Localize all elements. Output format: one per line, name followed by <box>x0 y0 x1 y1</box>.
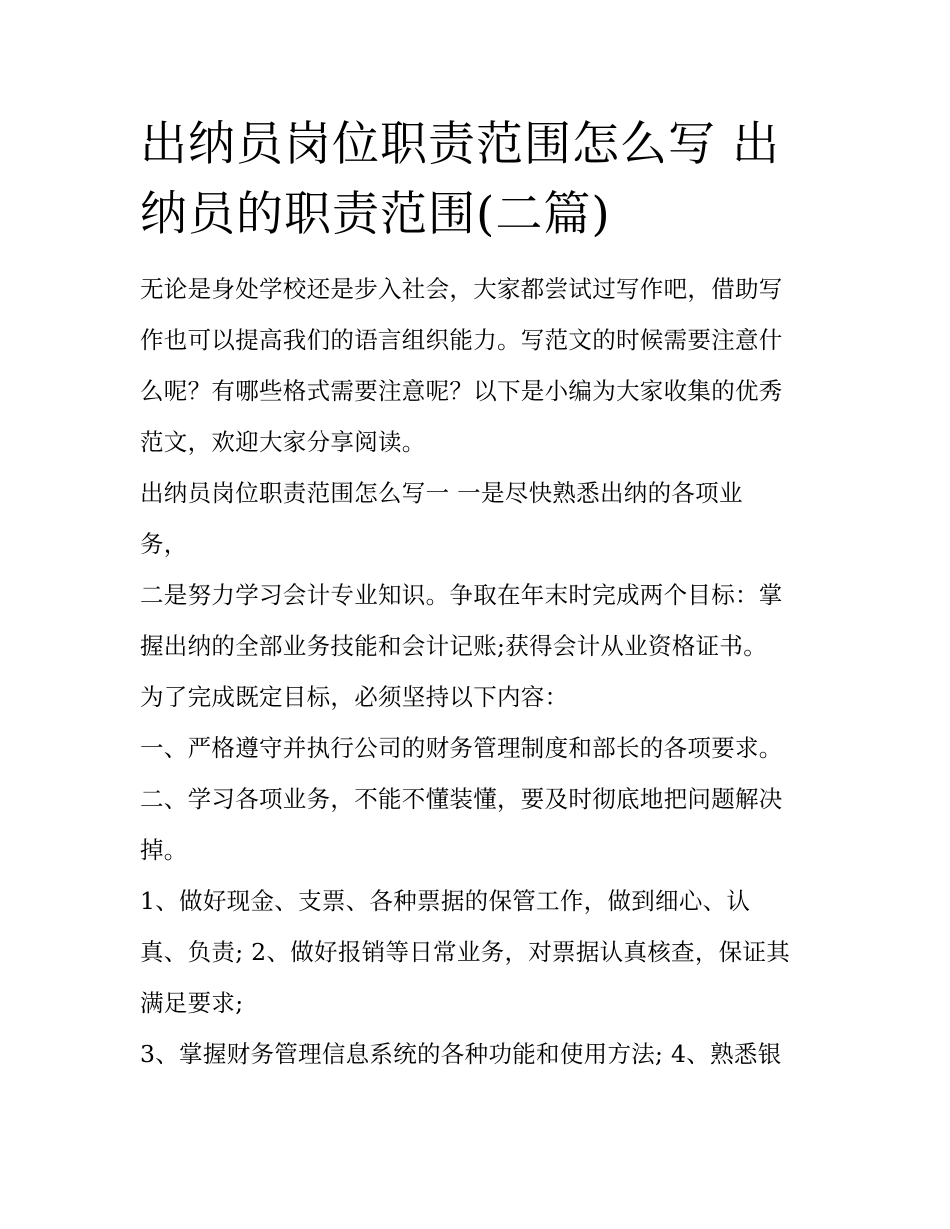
body-line: 3、掌握财务管理信息系统的各种功能和使用方法; 4、熟悉银 <box>140 1040 782 1068</box>
document-page <box>140 110 820 1080</box>
body-line: 满足要求; <box>140 989 244 1017</box>
body-line: 无论是身处学校还是步入社会，大家都尝试过写作吧，借助写 <box>140 275 783 303</box>
body-line: 作也可以提高我们的语言组织能力。写范文的时候需要注意什 <box>140 326 783 354</box>
body-line: 务， <box>140 530 188 558</box>
title-line: 纳员的职责范围(二篇) <box>140 187 611 242</box>
body-line: 出纳员岗位职责范围怎么写一 一是尽快熟悉出纳的各项业 <box>140 479 743 507</box>
body-line: 1、做好现金、支票、各种票据的保管工作，做到细心、认 <box>140 887 751 915</box>
document-body <box>140 264 820 1080</box>
body-line: 范文，欢迎大家分享阅读。 <box>140 428 426 456</box>
body-line: 真、负责; 2、做好报销等日常业务，对票据认真核查，保证其 <box>140 938 791 966</box>
body-line: 握出纳的全部业务技能和会计记账;获得会计从业资格证书。 <box>140 632 768 660</box>
body-line: 二是努力学习会计专业知识。争取在年末时完成两个目标：掌 <box>140 581 783 609</box>
title-line: 出纳员岗位职责范围怎么写 出 <box>140 117 780 172</box>
body-line: 一、严格遵守并执行公司的财务管理制度和部长的各项要求。 <box>140 734 783 762</box>
body-line: 么呢？有哪些格式需要注意呢？以下是小编为大家收集的优秀 <box>140 377 783 405</box>
body-line: 为了完成既定目标，必须坚持以下内容： <box>140 683 569 711</box>
body-line: 二、学习各项业务，不能不懂装懂，要及时彻底地把问题解决 <box>140 785 783 813</box>
body-line: 掉。 <box>140 836 188 864</box>
document-title <box>140 110 820 250</box>
